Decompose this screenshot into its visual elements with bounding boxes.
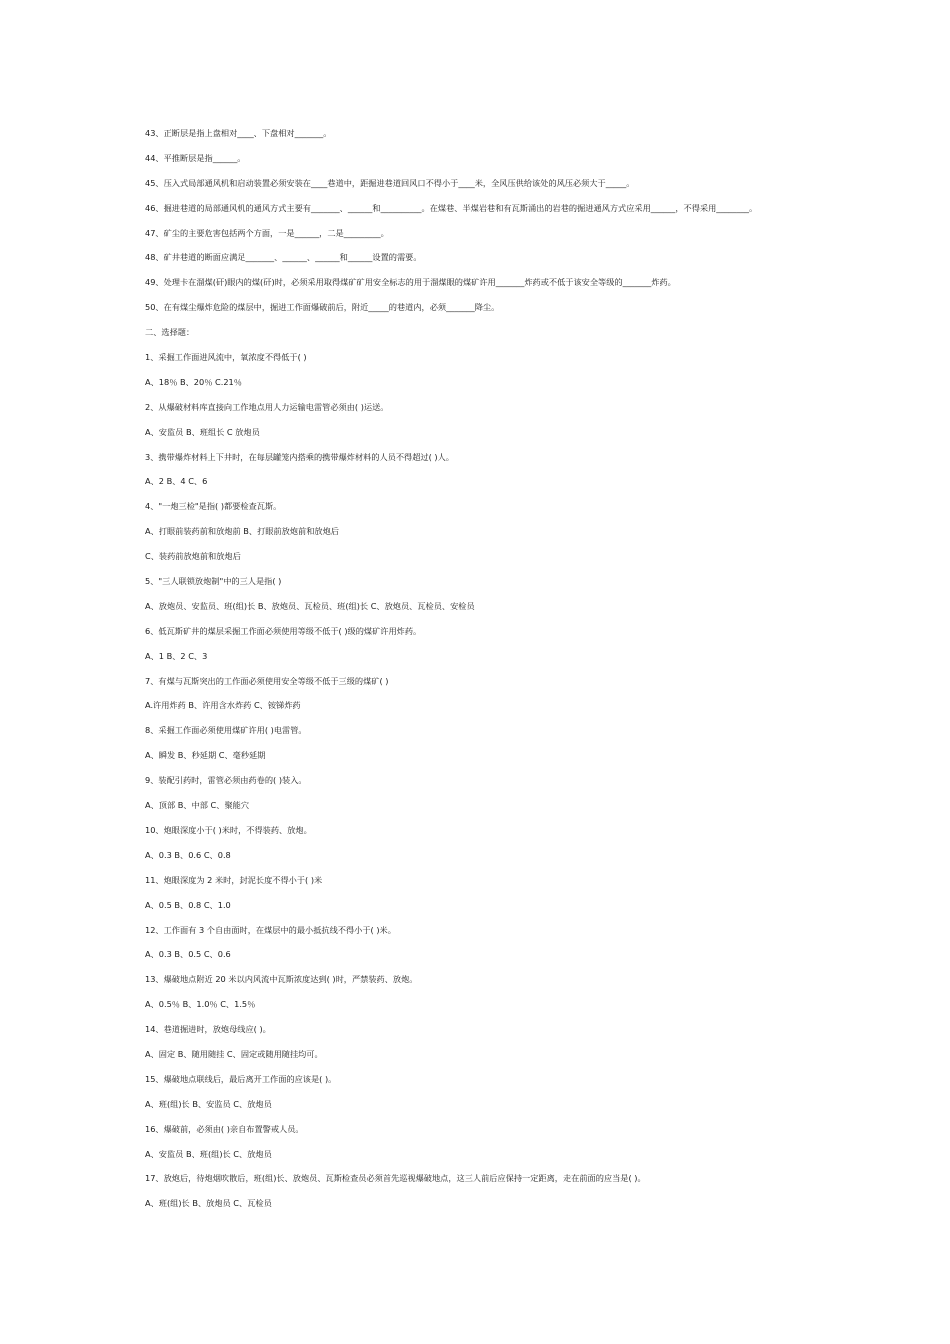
choice-options-7: A.许用炸药 B、许用含水炸药 C、铵锑炸药 xyxy=(145,700,301,711)
choice-options-2: A、安监员 B、班组长 C 放炮员 xyxy=(145,426,260,437)
choice-options-14: A、固定 B、随用随挂 C、固定或随用随挂均可。 xyxy=(145,1048,323,1059)
question-45: 45、压入式局部通风机和启动装置必须安装在____巷道中，距掘进巷道回风口不得小于____米，全风压供给该处的风压必须大于_____。 xyxy=(145,177,635,188)
question-48: 48、矿井巷道的断面应满足_______、______、______和______设置的需要。 xyxy=(145,252,422,263)
choice-question-17: 17、放炮后，待炮烟吹散后，班(组)长、放炮员、瓦斯检查员必须首先巡视爆破地点，这三人前后应保持一定距离，走在前面的应当是( )。 xyxy=(145,1173,646,1184)
choice-question-3: 3、携带爆炸材料上下井时，在每层罐笼内搭乘的携带爆炸材料的人员不得超过( )人。 xyxy=(145,451,454,462)
document-page xyxy=(145,128,865,1223)
choice-question-2: 2、从爆破材料库直接向工作地点用人力运输电雷管必须由( )运送。 xyxy=(145,401,389,412)
choice-options-9: A、顶部 B、中部 C、聚能穴 xyxy=(145,800,250,811)
question-50: 50、在有煤尘爆炸危险的煤层中，掘进工作面爆破前后，附近_____的巷道内，必须_______降尘。 xyxy=(145,302,500,313)
section-heading-choice: 二、选择题： xyxy=(145,327,195,338)
choice-options-4a: A、打眼前装药前和放炮前 B、打眼前放炮前和放炮后 xyxy=(145,526,339,537)
question-44: 44、平推断层是指______。 xyxy=(145,152,246,163)
choice-options-6: A、1 B、2 C、3 xyxy=(145,650,208,661)
choice-question-1: 1、采掘工作面进风流中，氧浓度不得低于( ) xyxy=(145,352,307,363)
choice-question-12: 12、工作面有 3 个自由面时，在煤层中的最小抵抗线不得小于( )米。 xyxy=(145,924,396,935)
choice-question-14: 14、巷道掘进时，放炮母线应( )。 xyxy=(145,1024,271,1035)
question-46: 46、掘进巷道的局部通风机的通风方式主要有_______、______和__________。在煤巷、半煤岩巷和有瓦斯涌出的岩巷的掘进通风方式应采用______，不得采用________。 xyxy=(145,202,758,213)
choice-options-12: A、0.3 B、0.5 C、0.6 xyxy=(145,949,231,960)
choice-options-5: A、放炮员、安监员、班(组)长 B、放炮员、瓦检员、班(组)长 C、放炮员、瓦检员、安检员 xyxy=(145,600,475,611)
choice-question-6: 6、低瓦斯矿井的煤层采掘工作面必须使用等级不低于( )级的煤矿许用炸药。 xyxy=(145,625,422,636)
choice-options-13: A、0.5％ B、1.0％ C、1.5％ xyxy=(145,999,256,1010)
choice-options-15: A、班(组)长 B、安监员 C、放炮员 xyxy=(145,1098,272,1109)
choice-options-8: A、瞬发 B、秒延期 C、毫秒延期 xyxy=(145,750,266,761)
choice-question-7: 7、有煤与瓦斯突出的工作面必须使用安全等级不低于三级的煤矿( ) xyxy=(145,675,389,686)
choice-question-8: 8、采掘工作面必须使用煤矿许用( )电雷管。 xyxy=(145,725,307,736)
choice-options-4b: C、装药前放炮前和放炮后 xyxy=(145,551,241,562)
choice-question-11: 11、炮眼深度为 2 米时，封泥长度不得小于( )米 xyxy=(145,874,323,885)
choice-options-3: A、2 B、4 C、6 xyxy=(145,476,208,487)
choice-options-11: A、0.5 B、0.8 C、1.0 xyxy=(145,899,231,910)
choice-question-5: 5、"三人联锁放炮制"中的三人是指( ) xyxy=(145,576,282,587)
choice-options-17: A、班(组)长 B、放炮员 C、瓦检员 xyxy=(145,1198,272,1209)
choice-question-10: 10、炮眼深度小于( )米时，不得装药、放炮。 xyxy=(145,824,312,835)
question-49: 49、处理卡在溜煤(矸)眼内的煤(矸)时，必须采用取得煤矿矿用安全标志的用于溜煤眼的煤矿许用_______炸药或不低于该安全等级的_______炸药。 xyxy=(145,277,676,288)
choice-question-16: 16、爆破前，必须由( )亲自布置警戒人员。 xyxy=(145,1123,304,1134)
choice-question-4: 4、"一炮三检"是指( )都要检查瓦斯。 xyxy=(145,501,282,512)
question-43: 43、正断层是指上盘相对____、下盘相对_______。 xyxy=(145,128,332,138)
choice-question-13: 13、爆破地点附近 20 米以内风流中瓦斯浓度达到( )时，严禁装药、放炮。 xyxy=(145,974,418,985)
choice-options-16: A、安监员 B、班(组)长 C、放炮员 xyxy=(145,1148,272,1159)
choice-question-15: 15、爆破地点联线后，最后离开工作面的应该是( )。 xyxy=(145,1073,337,1084)
choice-options-10: A、0.3 B、0.6 C、0.8 xyxy=(145,849,231,860)
question-47: 47、矿尘的主要危害包括两个方面，一是______，二是_________。 xyxy=(145,227,389,238)
choice-options-1: A、18％ B、20％ C.21％ xyxy=(145,376,242,387)
choice-question-9: 9、装配引药时，雷管必须由药卷的( )装入。 xyxy=(145,775,307,786)
